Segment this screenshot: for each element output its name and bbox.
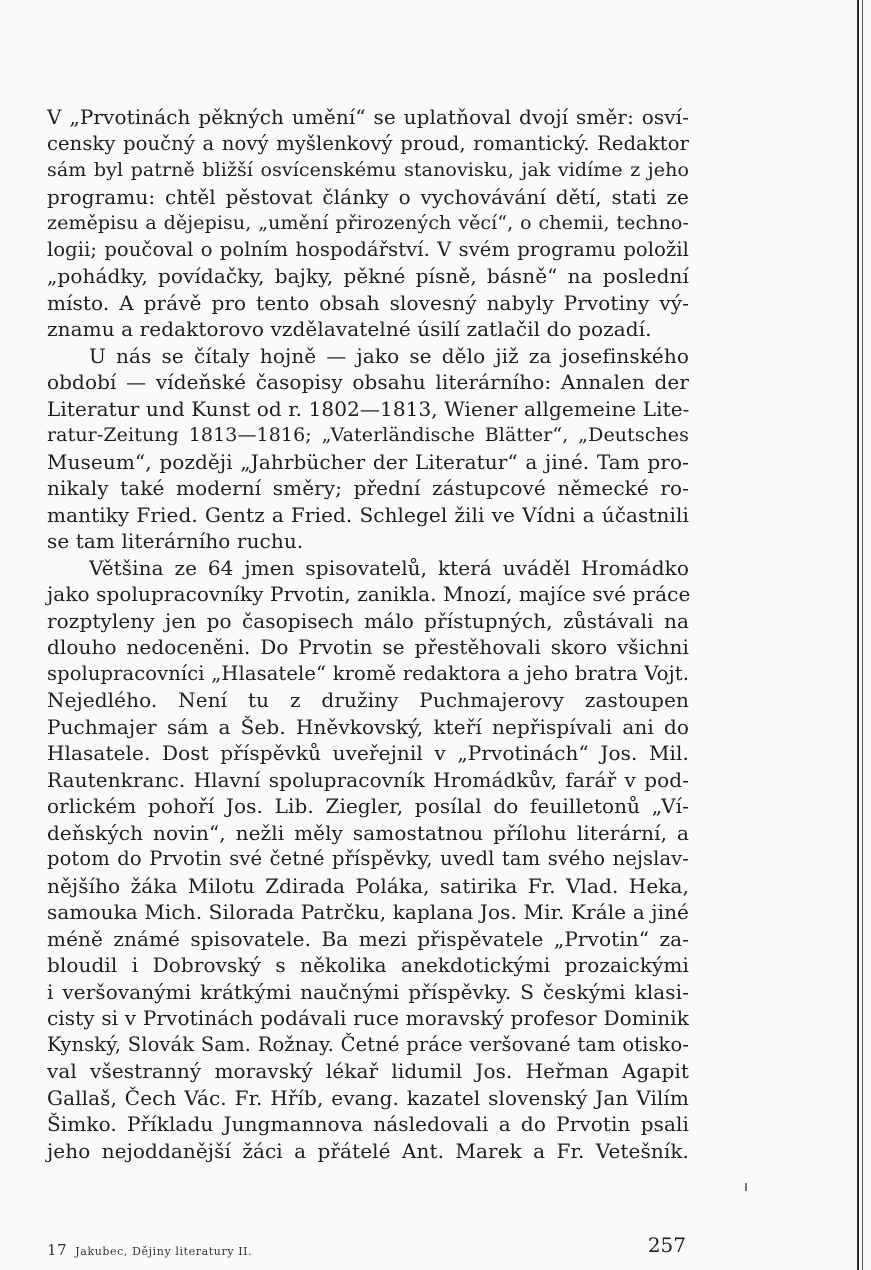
- text-line: zeměpisu a dějepisu, „umění přirozených věcí“, o chemii, techno-: [47, 212, 689, 234]
- text-line: Puchmajer sám a Šeb. Hněvkovský, kteří nepřispívali ani do: [47, 714, 689, 739]
- text-line: censky poučný a nový myšlenkový proud, romantický. Redaktor: [47, 131, 689, 155]
- text-line: Šimko. Příkladu Jungmannova následovali a do Prvotin psali: [47, 1112, 689, 1136]
- text-line: bloudil i Dobrovský s několika anekdotickými prozaickými: [47, 953, 689, 977]
- text-line: logii; poučoval o polním hospodářství. V svém programu položil: [47, 237, 689, 261]
- text-line: místo. A právě pro tento obsah slovesný nabyly Prvotiny vý-: [47, 290, 689, 315]
- page-number: 257: [647, 1233, 686, 1257]
- scan-edge-line: [862, 0, 863, 1270]
- text-line: Rautenkranc. Hlavní spolupracovník Hromádkův, farář v pod-: [47, 767, 689, 792]
- text-line: jako spolupracovníky Prvotin, zanikla. Mnozí, majíce své práce: [47, 582, 691, 606]
- paragraph-first-line: Většina ze 64 jmen spisovatelů, která uváděl Hromádko: [89, 555, 689, 580]
- scan-speck: [745, 1183, 747, 1191]
- text-line: deňských novin“, nežli měly samostatnou přílohu literární, a: [47, 820, 689, 845]
- text-line: období — vídeňské časopisy obsahu literárního: Annalen der: [47, 370, 689, 394]
- text-line: orlickém pohoří Jos. Lib. Ziegler, posílal do feuilletonů „Ví-: [47, 794, 689, 818]
- text-line: „pohádky, povídačky, bajky, pěkné písně, básně“ na poslední: [47, 264, 689, 288]
- text-line: Hlasatele. Dost příspěvků uveřejnil v „Prvotinách“ Jos. Mil.: [47, 741, 689, 765]
- text-line: Literatur und Kunst od r. 1802—1813, Wiener allgemeine Lite-: [47, 396, 690, 421]
- text-line: Kynský, Slovák Sam. Rožnay. Četné práce veršované tam otisko-: [47, 1032, 689, 1056]
- text-line: cisty si v Prvotinách podávali ruce moravský profesor Dominik: [47, 1006, 689, 1030]
- text-line: znamu a redaktorovo vzdělavatelné úsilí zatlačil do pozadí.: [47, 317, 652, 341]
- signature-text: Jakubec, Dějiny literatury II.: [75, 1245, 253, 1258]
- text-line: mantiky Fried. Gentz a Fried. Schlegel žili ve Vídni a účastnili: [47, 502, 689, 527]
- text-line: spolupracovníci „Hlasatele“ kromě redaktora a jeho bratra Vojt.: [47, 661, 689, 685]
- text-line: samouka Mich. Silorada Patrčku, kaplana Jos. Mir. Krále a jiné: [47, 900, 689, 924]
- text-line: Museum“, později „Jahrbücher der Literatur“ a jiné. Tam pro-: [47, 449, 689, 474]
- paragraph-first-line: U nás se čítaly hojně — jako se dělo již za josefinského: [89, 343, 689, 368]
- text-line: ratur-Zeitung 1813—1816; „Vaterländische Blätter“, „Deutsches: [47, 424, 689, 446]
- body-text: [47, 104, 689, 1164]
- text-line: potom do Prvotin své četné příspěvky, uvedl tam svého nejslav-: [47, 847, 689, 870]
- printer-signature: [47, 1241, 252, 1259]
- text-line: val všestranný moravský lékař lidumil Jos. Heřman Agapit: [47, 1059, 689, 1083]
- text-line: dlouho nedoceněni. Do Prvotin se přestěhovali skoro všichni: [47, 635, 689, 659]
- text-line: i veršovanými krátkými naučnými příspěvky. S českými klasi-: [47, 979, 689, 1004]
- text-line: V „Prvotinách pěkných umění“ se uplatňoval dvojí směr: osví-: [47, 105, 689, 129]
- text-line: programu: chtěl pěstovat články o vychovávání dětí, stati ze: [47, 184, 689, 209]
- text-line: méně známé spisovatele. Ba mezi přispěvatele „Prvotin“ za-: [47, 926, 689, 951]
- text-line: Nejedlého. Není tu z družiny Puchmajerovy zastoupen: [47, 688, 689, 712]
- text-line: se tam literárního ruchu.: [47, 529, 304, 553]
- text-line: sám byl patrně bližší osvícenskému stanovisku, jak vidíme z jeho: [47, 159, 689, 181]
- page-footer: [47, 1233, 689, 1261]
- text-line: nikaly také moderní směry; přední zástupcové německé ro-: [47, 476, 689, 500]
- text-line: jeho nejoddanější žáci a přátelé Ant. Marek a Fr. Vetešník.: [47, 1138, 689, 1163]
- text-line: nějšího žáka Milotu Zdirada Poláka, satirika Fr. Vlad. Heka,: [47, 873, 689, 898]
- scan-edge-line: [857, 0, 859, 1270]
- text-line: rozptyleny jen po časopisech málo přístupných, zůstávali na: [47, 608, 689, 633]
- signature-number: 17: [47, 1241, 68, 1259]
- text-line: Gallaš, Čech Vác. Fr. Hříb, evang. kazatel slovenský Jan Vilím: [47, 1085, 689, 1110]
